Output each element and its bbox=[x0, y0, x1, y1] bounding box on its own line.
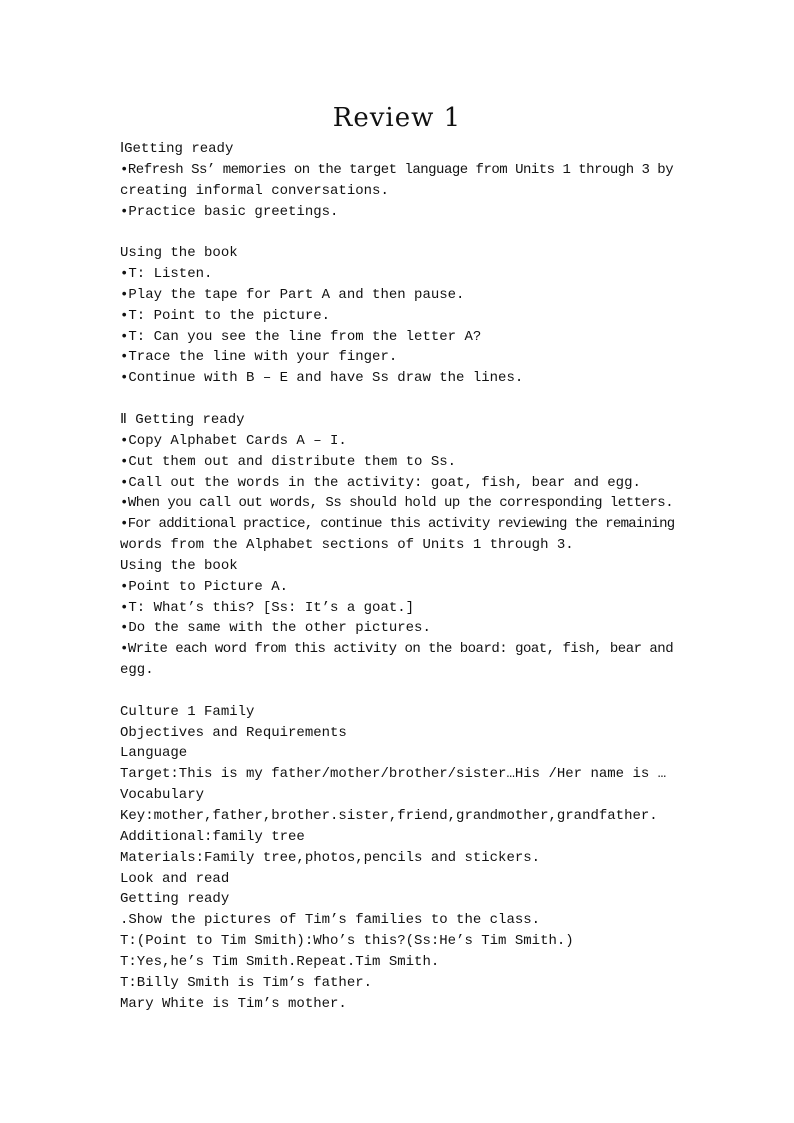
continuation-line: egg. bbox=[120, 662, 154, 679]
text-line: T:Yes,he’s Tim Smith.Repeat.Tim Smith. bbox=[120, 953, 440, 970]
bullet-line: •T: Can you see the line from the letter A? bbox=[120, 328, 482, 345]
subheading: Objectives and Requirements bbox=[120, 724, 347, 741]
text-line: Target:This is my father/mother/brother/sister…His /Her name is … bbox=[120, 766, 667, 783]
bullet-line: •Copy Alphabet Cards A – I. bbox=[120, 432, 347, 449]
text-line: .Show the pictures of Tim’s families to the class. bbox=[120, 912, 541, 929]
continuation-line: creating informal conversations. bbox=[120, 182, 389, 199]
subheading: Using the book bbox=[120, 557, 238, 574]
blank-line bbox=[120, 222, 676, 243]
text-line: Materials:Family tree,photos,pencils and stickers. bbox=[120, 849, 541, 866]
section-heading: Culture 1 Family bbox=[120, 703, 255, 720]
bullet-line: •T: Point to the picture. bbox=[120, 307, 331, 324]
text-line: T:Billy Smith is Tim’s father. bbox=[120, 974, 373, 991]
text-line: Additional:family tree bbox=[120, 828, 305, 845]
document-body bbox=[120, 139, 676, 1014]
bullet-line: •T: What’s this? [Ss: It’s a goat.] bbox=[120, 599, 415, 616]
bullet-line: •When you call out words, Ss should hold up the corresponding letters. bbox=[120, 495, 674, 512]
text-line: Mary White is Tim’s mother. bbox=[120, 995, 347, 1012]
section-heading: Ⅱ Getting ready bbox=[120, 411, 245, 428]
bullet-line: •Point to Picture A. bbox=[120, 578, 289, 595]
subheading: Look and read bbox=[120, 870, 230, 887]
bullet-line: •Trace the line with your finger. bbox=[120, 349, 398, 366]
bullet-line: •T: Listen. bbox=[120, 266, 213, 283]
bullet-line: •For additional practice, continue this activity reviewing the remaining bbox=[120, 516, 675, 533]
subheading: Language bbox=[120, 745, 188, 762]
subheading: Vocabulary bbox=[120, 787, 205, 804]
bullet-line: •Cut them out and distribute them to Ss. bbox=[120, 453, 457, 470]
bullet-line: •Continue with B – E and have Ss draw the lines. bbox=[120, 370, 524, 387]
blank-line bbox=[120, 681, 676, 702]
bullet-line: •Write each word from this activity on the board: goat, fish, bear and bbox=[120, 641, 674, 658]
bullet-line: •Play the tape for Part A and then pause. bbox=[120, 286, 465, 303]
text-line: T:(Point to Tim Smith):Who’s this?(Ss:He’s Tim Smith.) bbox=[120, 933, 574, 950]
bullet-line: •Call out the words in the activity: goat, fish, bear and egg. bbox=[120, 474, 641, 491]
bullet-line: •Practice basic greetings. bbox=[120, 203, 339, 220]
subheading: Using the book bbox=[120, 245, 238, 262]
continuation-line: words from the Alphabet sections of Units 1 through 3. bbox=[120, 537, 574, 554]
text-line: Key:mother,father,brother.sister,friend,grandmother,grandfather. bbox=[120, 808, 658, 824]
bullet-line: •Refresh Ss’ memories on the target language from Units 1 through 3 by bbox=[120, 161, 674, 178]
blank-line bbox=[120, 389, 676, 410]
subheading: Getting ready bbox=[120, 891, 230, 908]
page-title: Review 1 bbox=[332, 103, 462, 133]
bullet-line: •Do the same with the other pictures. bbox=[120, 620, 431, 637]
section-heading: ⅠGetting ready bbox=[120, 141, 234, 157]
